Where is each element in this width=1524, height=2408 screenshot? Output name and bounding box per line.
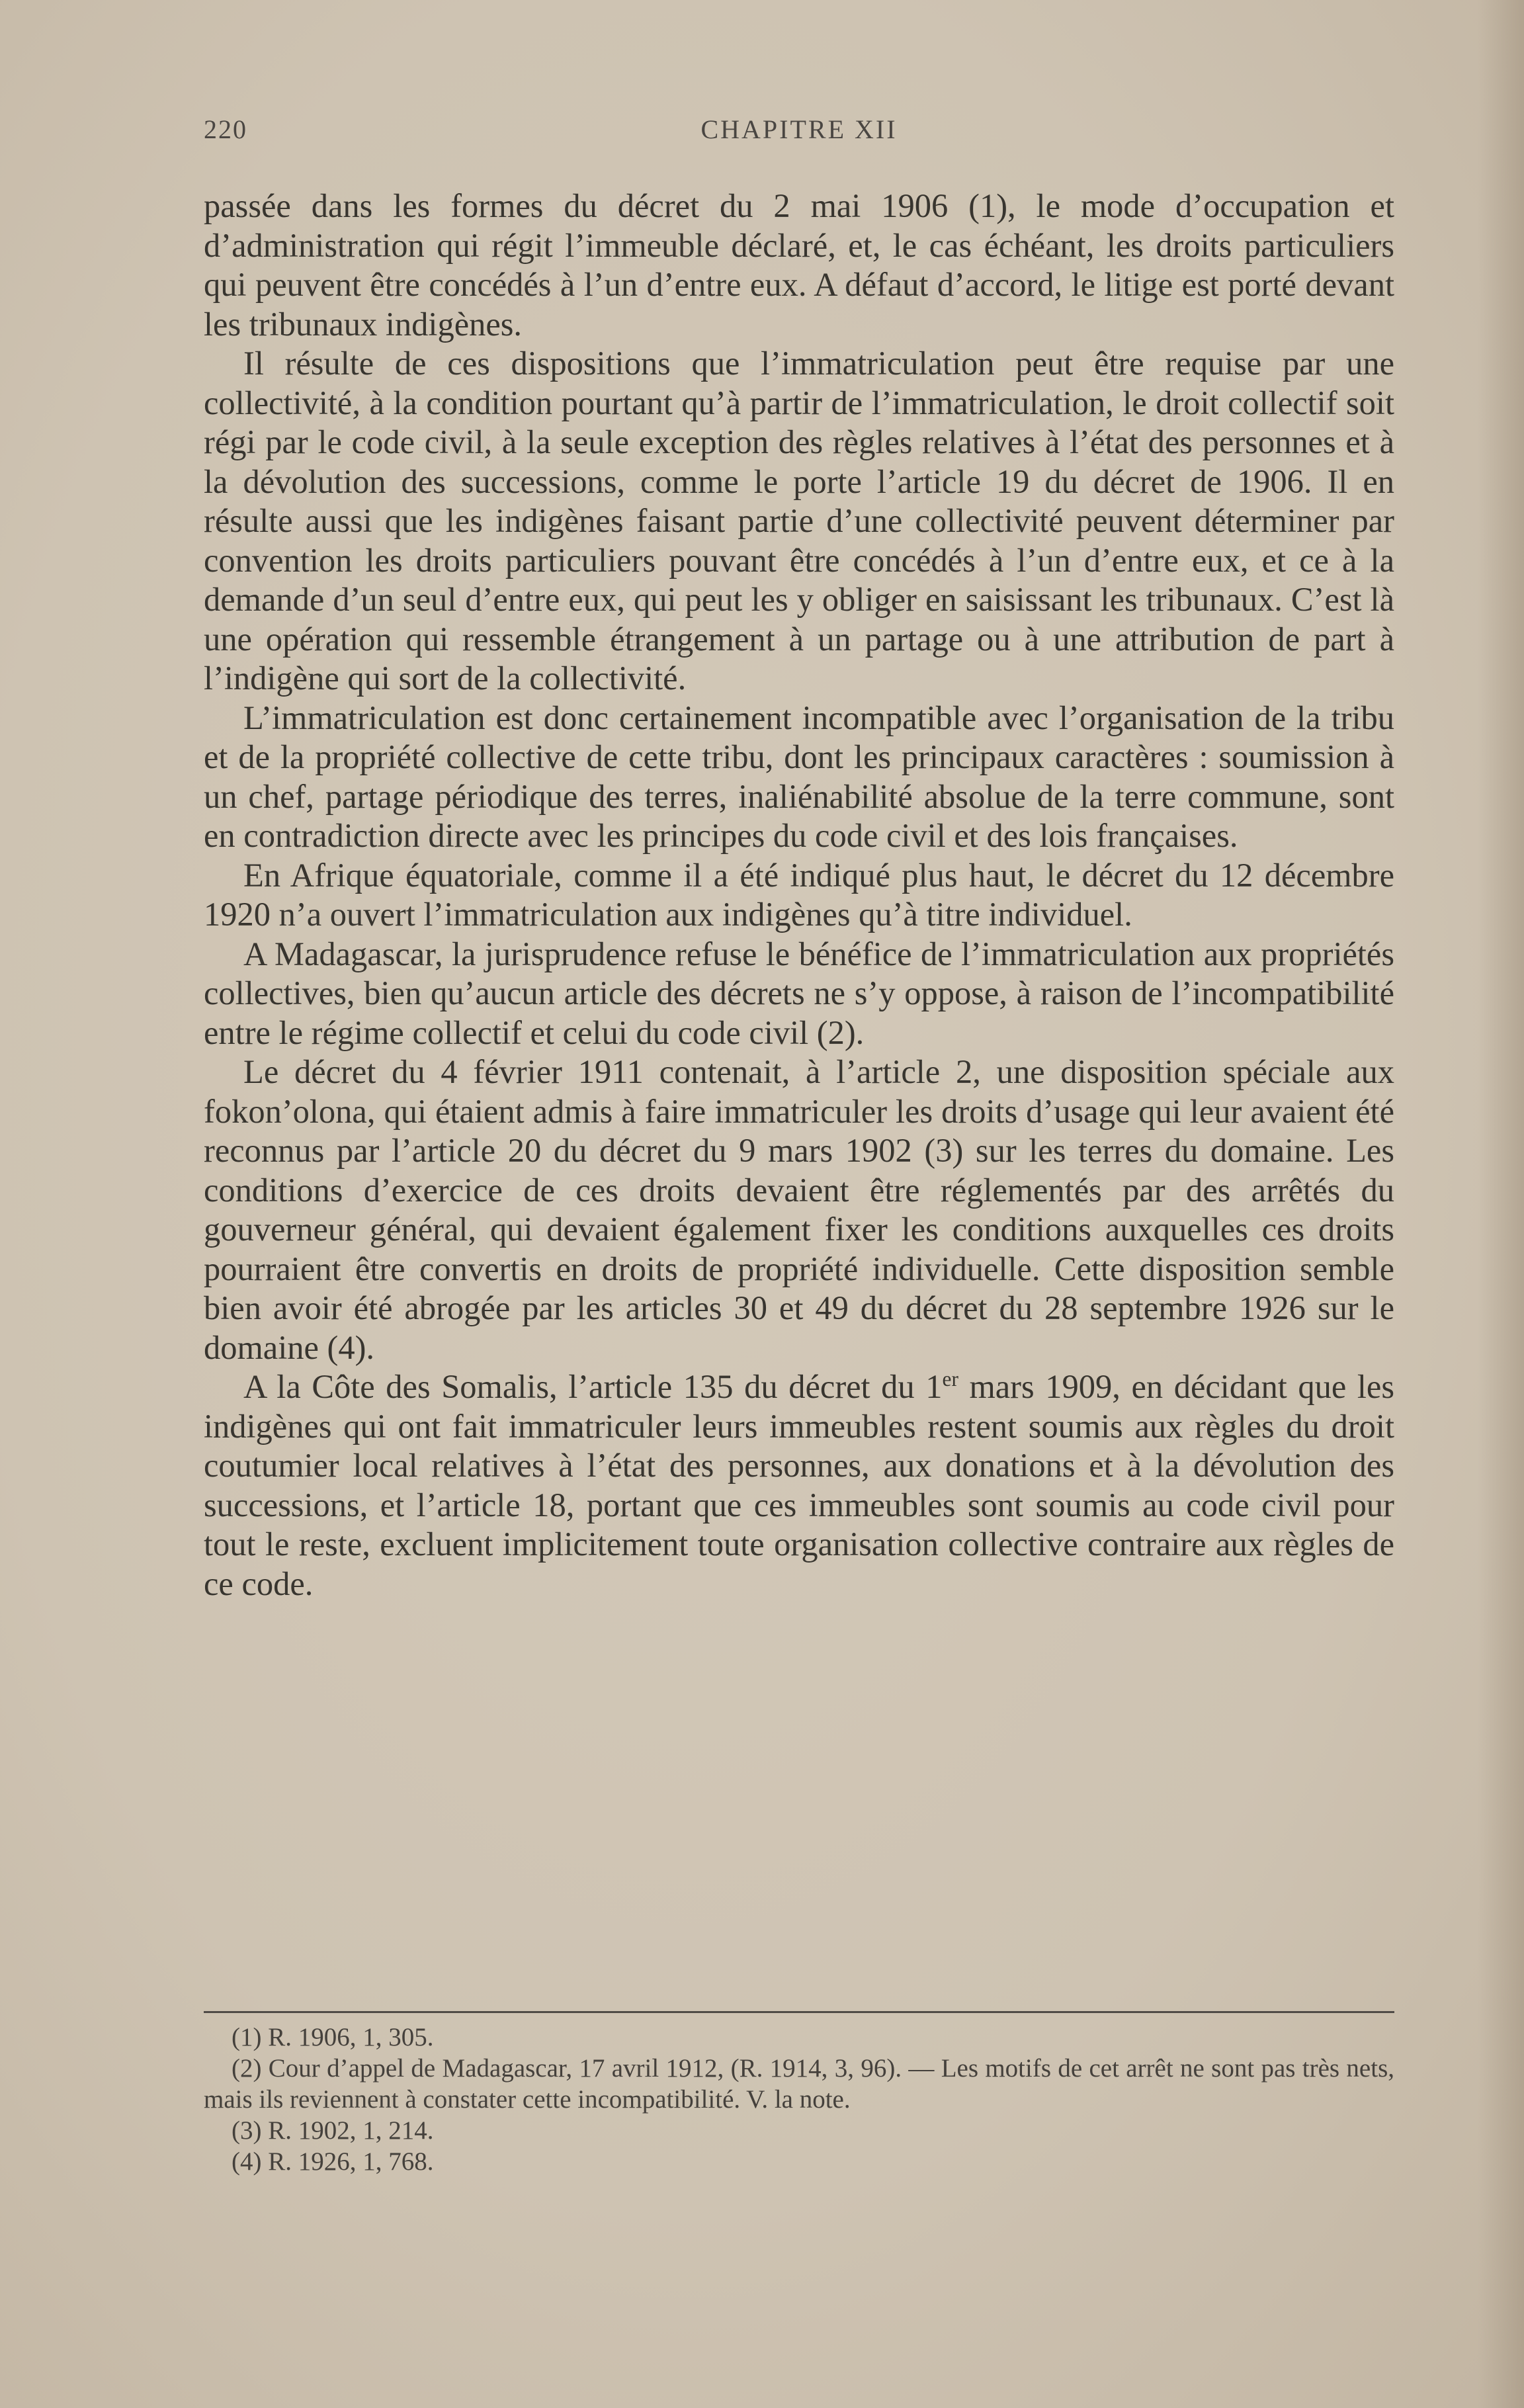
paragraph: Le décret du 4 février 1911 contenait, à l’article 2, une disposition spéciale aux fokon’olona, qui étaient admis à faire immatriculer les droits d’usage qui leur avaient été reconnus par l’article 20 du décret du 9 mars 1902 (3) sur les terres du domaine. Les conditions d’exercice de ces droits devaient être réglementés par des arrêtés du gouverneur général, qui devaient également fixer les conditions auxquelles ces droits pourraient être convertis en droits de propriété individuelle. Cette disposition semble bien avoir été abrogée par les articles 30 et 49 du décret du 28 septembre 1926 sur le domaine (4). — [204, 1053, 1394, 1366]
page-edge-shadow — [1478, 0, 1524, 2408]
footnote-1: (1) R. 1906, 1, 305. — [232, 2023, 434, 2051]
footnote-3: (3) R. 1902, 1, 214. — [232, 2116, 434, 2145]
paragraph: A Madagascar, la jurisprudence refuse le bénéfice de l’immatriculation aux propriétés collectives, bien qu’aucun article des décrets ne s’y oppose, à raison de l’incompatibilité entre le régime collectif et celui du code civil (2). — [204, 935, 1394, 1051]
paragraph-part: mars 1909, en décidant que les indigènes qui ont fait immatriculer leurs immeubles restent soumis aux règles du droit coutumier local relatives à l’état des personnes, aux donations et à la dévolution des successions, et l’article 18, portant que ces immeubles sont soumis au code civil pour tout le reste, excluent implicitement toute organisation collective contraire aux règles de ce code. — [204, 1368, 1394, 1602]
paragraph-somalis — [204, 1367, 1394, 1604]
footnote-rule — [204, 2011, 1394, 2013]
main-text — [204, 187, 1394, 1604]
ordinal-superscript: er — [942, 1367, 958, 1391]
paragraph: Il résulte de ces dispositions que l’immatriculation peut être requise par une collectivité, à la condition pourtant qu’à partir de l’immatriculation, le droit collectif soit régi par le code civil, à la seule exception des règles relatives à l’état des personnes et à la dévolution des successions, comme le porte l’article 19 du décret de 1906. Il en résulte aussi que les indigènes faisant partie d’une collectivité peuvent déterminer par convention les droits particuliers pouvant être concédés à l’un d’entre eux, et ce à la demande d’un seul d’entre eux, qui peut les y obliger en saisissant les tribunaux. C’est là une opération qui ressemble étrangement à un partage ou à une attribution de part à l’indigène qui sort de la collectivité. — [204, 345, 1394, 697]
paragraph: En Afrique équatoriale, comme il a été indiqué plus haut, le décret du 12 décembre 1920 n’a ouvert l’immatriculation aux indigènes qu’à titre individuel. — [204, 856, 1394, 933]
running-head — [204, 114, 1394, 153]
footnotes — [204, 2022, 1394, 2177]
page-number: 220 — [204, 114, 247, 144]
paragraph: L’immatriculation est donc certainement incompatible avec l’organisation de la tribu et de la propriété collective de cette tribu, dont les principaux caractères : soumission à un chef, partage périodique des terres, inaliénabilité absolue de la terre commune, sont en contradiction directe avec les principes du code civil et des lois françaises. — [204, 699, 1394, 854]
chapter-title: CHAPITRE XII — [700, 114, 898, 144]
paragraph-part: A la Côte des Somalis, l’article 135 du décret du 1 — [243, 1368, 943, 1405]
footnote-2: (2) Cour d’appel de Madagascar, 17 avril 1912, (R. 1914, 3, 96). — Les motifs de cet arrêt ne sont pas très nets, mais ils reviennent à constater cette incompatibilité. V. la note. — [204, 2054, 1394, 2114]
paragraph-continued: passée dans les formes du décret du 2 mai 1906 (1), le mode d’occupation et d’administration qui régit l’immeuble déclaré, et, le cas échéant, les droits particuliers qui peuvent être concédés à l’un d’entre eux. A défaut d’accord, le litige est porté devant les tribunaux indigènes. — [204, 187, 1394, 343]
footnote-4: (4) R. 1926, 1, 768. — [232, 2147, 434, 2176]
